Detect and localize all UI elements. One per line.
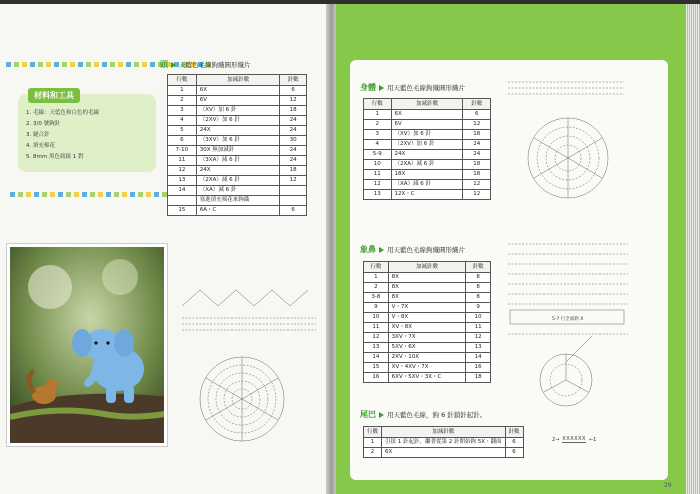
- table-cell: [280, 186, 307, 196]
- table-row: [364, 130, 491, 140]
- materials-title: 材料和工具: [28, 88, 80, 103]
- table-cell: 8: [466, 273, 491, 283]
- table-cell: 8X: [388, 273, 466, 283]
- table-row: [364, 448, 524, 458]
- tail-pattern-table: [363, 426, 524, 458]
- table-cell: 18: [466, 373, 491, 383]
- decorative-dot: [74, 192, 79, 197]
- table-cell: 18X: [391, 170, 463, 180]
- table-cell: 15: [364, 363, 389, 373]
- table-cell: 4: [168, 116, 197, 126]
- table-cell: 9: [466, 303, 491, 313]
- table-cell: 8: [466, 283, 491, 293]
- table-cell: （XV）加 6 針: [391, 130, 463, 140]
- table-cell: 8X: [388, 283, 466, 293]
- body-pattern-table: [363, 98, 491, 200]
- column-header: 加減針數: [382, 427, 506, 438]
- table-cell: 13: [364, 343, 389, 353]
- decorative-dot: [62, 62, 67, 67]
- table-row: [364, 323, 491, 333]
- decorative-dot: [102, 62, 107, 67]
- body-crochet-diagram: [506, 78, 626, 202]
- table-row: [364, 150, 491, 160]
- table-cell: 18: [463, 130, 491, 140]
- table-row: [364, 333, 491, 343]
- table-row: [364, 160, 491, 170]
- table-cell: 12: [463, 120, 491, 130]
- decorative-dot: [126, 62, 131, 67]
- table-cell: 引拔 1 針起針，繼著從第 2 針開始鉤 5X・翻面: [382, 438, 506, 448]
- materials-item: 3. 縫合針: [26, 132, 50, 138]
- table-cell: 1: [364, 438, 382, 448]
- table-cell: 6: [280, 206, 307, 216]
- table-cell: 12X・C: [391, 190, 463, 200]
- table-cell: 12: [463, 190, 491, 200]
- decorative-dot: [30, 62, 35, 67]
- head-crochet-diagram: [180, 284, 318, 446]
- column-header: 加減針數: [196, 75, 280, 86]
- table-cell: 16: [466, 363, 491, 373]
- table-cell: （XV）加 6 針: [196, 106, 280, 116]
- table-cell: 12: [466, 333, 491, 343]
- decorative-dot: [46, 62, 51, 67]
- table-cell: 8X: [388, 293, 466, 303]
- table-cell: （2XA）減 6 針: [196, 176, 280, 186]
- table-row: [168, 96, 307, 106]
- table-row: [364, 140, 491, 150]
- table-cell: 4: [364, 140, 392, 150]
- table-cell: （2XA）減 6 針: [391, 160, 463, 170]
- column-header: 加減針數: [388, 262, 466, 273]
- column-header: 針數: [280, 75, 307, 86]
- decorative-dot: [50, 192, 55, 197]
- table-row: [168, 116, 307, 126]
- tail-diagram-stitches: XXXXXX: [562, 436, 586, 442]
- table-cell: 24: [463, 140, 491, 150]
- table-cell: 11: [364, 170, 392, 180]
- table-cell: 12: [280, 176, 307, 186]
- table-cell: 24: [463, 150, 491, 160]
- decorative-dot: [14, 62, 19, 67]
- table-cell: 14: [168, 186, 197, 196]
- arrow-icon: [171, 62, 176, 68]
- table-cell: 3-8: [364, 293, 389, 303]
- table-row: [364, 363, 491, 373]
- decorative-dot: [58, 192, 63, 197]
- decorative-dot: [122, 192, 127, 197]
- table-cell: 6: [280, 86, 307, 96]
- table-cell: 8: [466, 293, 491, 303]
- table-row: [364, 353, 491, 363]
- decorative-dot: [154, 192, 159, 197]
- table-cell: 5: [168, 126, 197, 136]
- decorative-dot: [82, 192, 87, 197]
- table-row: [168, 126, 307, 136]
- table-row: [364, 120, 491, 130]
- table-cell: （3XV）加 6 針: [196, 136, 280, 146]
- column-header: 加減針數: [391, 99, 463, 110]
- column-header: 行數: [364, 427, 382, 438]
- table-cell: 1: [364, 273, 389, 283]
- table-row: [168, 136, 307, 146]
- table-cell: 13: [168, 176, 197, 186]
- table-row: [168, 166, 307, 176]
- decorative-dot: [26, 192, 31, 197]
- table-cell: 6: [505, 448, 523, 458]
- table-cell: 16: [364, 373, 389, 383]
- table-cell: （2XV）加 6 針: [391, 140, 463, 150]
- decorative-dot: [130, 192, 135, 197]
- decorative-dot: [146, 192, 151, 197]
- table-row: [364, 373, 491, 383]
- decorative-dot: [106, 192, 111, 197]
- table-cell: 10: [364, 160, 392, 170]
- column-header: 行數: [364, 99, 392, 110]
- table-cell: 24: [280, 126, 307, 136]
- table-cell: 5XV・6X: [388, 343, 466, 353]
- materials-item: 4. 填充棉花: [26, 143, 55, 149]
- table-cell: 24X: [196, 126, 280, 136]
- column-header: 針數: [466, 262, 491, 273]
- table-cell: 24: [280, 146, 307, 156]
- decorative-dot: [118, 62, 123, 67]
- table-row: [168, 156, 307, 166]
- decorative-dot: [98, 192, 103, 197]
- head-pattern-table: [167, 74, 307, 216]
- table-cell: 30X 無加減針: [196, 146, 280, 156]
- table-cell: 13: [466, 343, 491, 353]
- table-row: [168, 176, 307, 186]
- decorative-dot: [94, 62, 99, 67]
- nose-diagram-note: 5-7 行全部鉤 X: [552, 317, 584, 322]
- table-cell: 3: [168, 106, 197, 116]
- page-number: 29: [664, 482, 672, 489]
- decorative-dot: [42, 192, 47, 197]
- table-cell: V・8X: [388, 313, 466, 323]
- table-row: [168, 186, 307, 196]
- table-cell: 18: [280, 106, 307, 116]
- table-row: [364, 313, 491, 323]
- materials-item: 2. 3/0 號鉤針: [26, 121, 61, 127]
- table-row: [168, 86, 307, 96]
- decorative-dot: [66, 192, 71, 197]
- nose-crochet-diagram: [506, 238, 630, 410]
- table-row: [168, 146, 307, 156]
- page-edges: [686, 4, 700, 494]
- table-row: [364, 180, 491, 190]
- table-cell: 18: [463, 160, 491, 170]
- table-cell: 11: [168, 156, 197, 166]
- table-cell: 24X: [196, 166, 280, 176]
- decorative-dot: [54, 62, 59, 67]
- decorative-dot: [110, 62, 115, 67]
- table-cell: 塞進填充棉花來鉤織: [196, 196, 280, 206]
- table-cell: 18: [280, 166, 307, 176]
- table-row: [168, 106, 307, 116]
- table-cell: 6: [168, 136, 197, 146]
- table-cell: 1: [364, 110, 392, 120]
- table-cell: 12: [364, 180, 392, 190]
- table-cell: 6: [463, 110, 491, 120]
- table-cell: 6X: [391, 110, 463, 120]
- table-row: [364, 303, 491, 313]
- table-cell: 7-10: [168, 146, 197, 156]
- table-cell: 2: [168, 96, 197, 106]
- column-header: 行數: [168, 75, 197, 86]
- materials-item: 1. 毛線：天藍色和白色的毛線: [26, 110, 99, 116]
- table-cell: 3: [364, 130, 392, 140]
- tail-label: 用天藍色毛線，鉤 6 針鎖針起針。: [387, 411, 487, 419]
- decorative-dot: [114, 192, 119, 197]
- table-cell: V・7X: [388, 303, 466, 313]
- nose-section-label: [360, 244, 465, 255]
- nose-pattern-table: [363, 261, 491, 383]
- decorative-dot: [22, 62, 27, 67]
- table-cell: 10: [364, 313, 389, 323]
- decorative-dot: [10, 192, 15, 197]
- table-cell: 2: [364, 120, 392, 130]
- table-cell: 2: [364, 283, 389, 293]
- table-cell: 14: [364, 353, 389, 363]
- decorative-dot: [6, 62, 11, 67]
- table-cell: 11: [364, 323, 389, 333]
- tail-tag: 尾巴: [360, 410, 376, 419]
- arrow-icon: [379, 247, 384, 253]
- body-tag: 身體: [360, 83, 376, 92]
- table-row: [364, 190, 491, 200]
- table-cell: 12: [168, 166, 197, 176]
- arrow-icon: [379, 412, 384, 418]
- table-cell: 11: [466, 323, 491, 333]
- table-cell: 6X: [382, 448, 506, 458]
- table-cell: 15: [168, 206, 197, 216]
- table-cell: 24: [280, 156, 307, 166]
- table-cell: 30: [280, 136, 307, 146]
- decorative-dot: [142, 62, 147, 67]
- table-row: [364, 283, 491, 293]
- nose-label: 用天藍色毛線鉤織圓形織片: [387, 246, 465, 254]
- decorative-dot: [78, 62, 83, 67]
- table-cell: （2XV）加 6 針: [196, 116, 280, 126]
- table-cell: 6XV・5XV・3X・C: [388, 373, 466, 383]
- decorative-dot: [34, 192, 39, 197]
- decorative-dot: [70, 62, 75, 67]
- table-cell: 24X: [391, 150, 463, 160]
- column-header: 針數: [463, 99, 491, 110]
- tail-section-label: [360, 409, 486, 420]
- table-cell: 5-9: [364, 150, 392, 160]
- table-cell: （XA）減 6 針: [391, 180, 463, 190]
- table-row: [364, 438, 524, 448]
- arrow-icon: [379, 85, 384, 91]
- column-header: 針數: [505, 427, 523, 438]
- materials-list: [26, 108, 99, 163]
- table-cell: 3XV・7X: [388, 333, 466, 343]
- table-cell: 24: [280, 116, 307, 126]
- tail-diagram-start: 2→: [552, 436, 560, 443]
- table-cell: （XA）減 6 針: [196, 186, 280, 196]
- materials-item: 5. 8mm 黑色鈕鏡 1 對: [26, 154, 84, 160]
- table-header-row: [364, 262, 491, 273]
- tail-diagram-end: ←1: [588, 436, 597, 443]
- head-tag: 頭: [160, 60, 168, 69]
- table-cell: 6A・C: [196, 206, 280, 216]
- table-row: [364, 343, 491, 353]
- table-cell: 6X: [196, 86, 280, 96]
- table-cell: 2XV・10X: [388, 353, 466, 363]
- decorative-dot: [38, 62, 43, 67]
- elephant-photo: [7, 244, 167, 446]
- decorative-dot: [134, 62, 139, 67]
- table-cell: 6V: [196, 96, 280, 106]
- table-cell: 12: [463, 180, 491, 190]
- table-cell: 13: [364, 190, 392, 200]
- table-header-row: [364, 99, 491, 110]
- table-cell: 6: [505, 438, 523, 448]
- body-label: 用天藍色毛線鉤織圓形織片: [387, 84, 465, 92]
- table-cell: 2: [364, 448, 382, 458]
- table-row: [168, 196, 307, 206]
- table-cell: 9: [364, 303, 389, 313]
- table-cell: XV・8X: [388, 323, 466, 333]
- table-cell: [168, 196, 197, 206]
- table-cell: XV・4XV・7X: [388, 363, 466, 373]
- tail-diagram: [552, 436, 596, 443]
- table-row: [168, 206, 307, 216]
- table-header-row: [168, 75, 307, 86]
- head-section-label: [160, 59, 251, 70]
- table-row: [364, 293, 491, 303]
- decorative-dot: [18, 192, 23, 197]
- table-row: [364, 273, 491, 283]
- table-cell: 6V: [391, 120, 463, 130]
- body-section-label: [360, 82, 465, 93]
- decorative-dot: [86, 62, 91, 67]
- table-row: [364, 110, 491, 120]
- table-row: [364, 170, 491, 180]
- decorative-dot: [90, 192, 95, 197]
- table-cell: 12: [280, 96, 307, 106]
- table-cell: 12: [364, 333, 389, 343]
- column-header: 行數: [364, 262, 389, 273]
- nose-tag: 象鼻: [360, 245, 376, 254]
- materials-box: [18, 91, 156, 172]
- decorative-dot: [150, 62, 155, 67]
- table-cell: [280, 196, 307, 206]
- table-cell: 10: [466, 313, 491, 323]
- table-cell: 1: [168, 86, 197, 96]
- table-cell: 14: [466, 353, 491, 363]
- head-label: 天藍色毛線鉤織圓形織片: [179, 61, 251, 69]
- table-cell: 18: [463, 170, 491, 180]
- decorative-dot: [138, 192, 143, 197]
- table-cell: （3XA）減 6 針: [196, 156, 280, 166]
- table-header-row: [364, 427, 524, 438]
